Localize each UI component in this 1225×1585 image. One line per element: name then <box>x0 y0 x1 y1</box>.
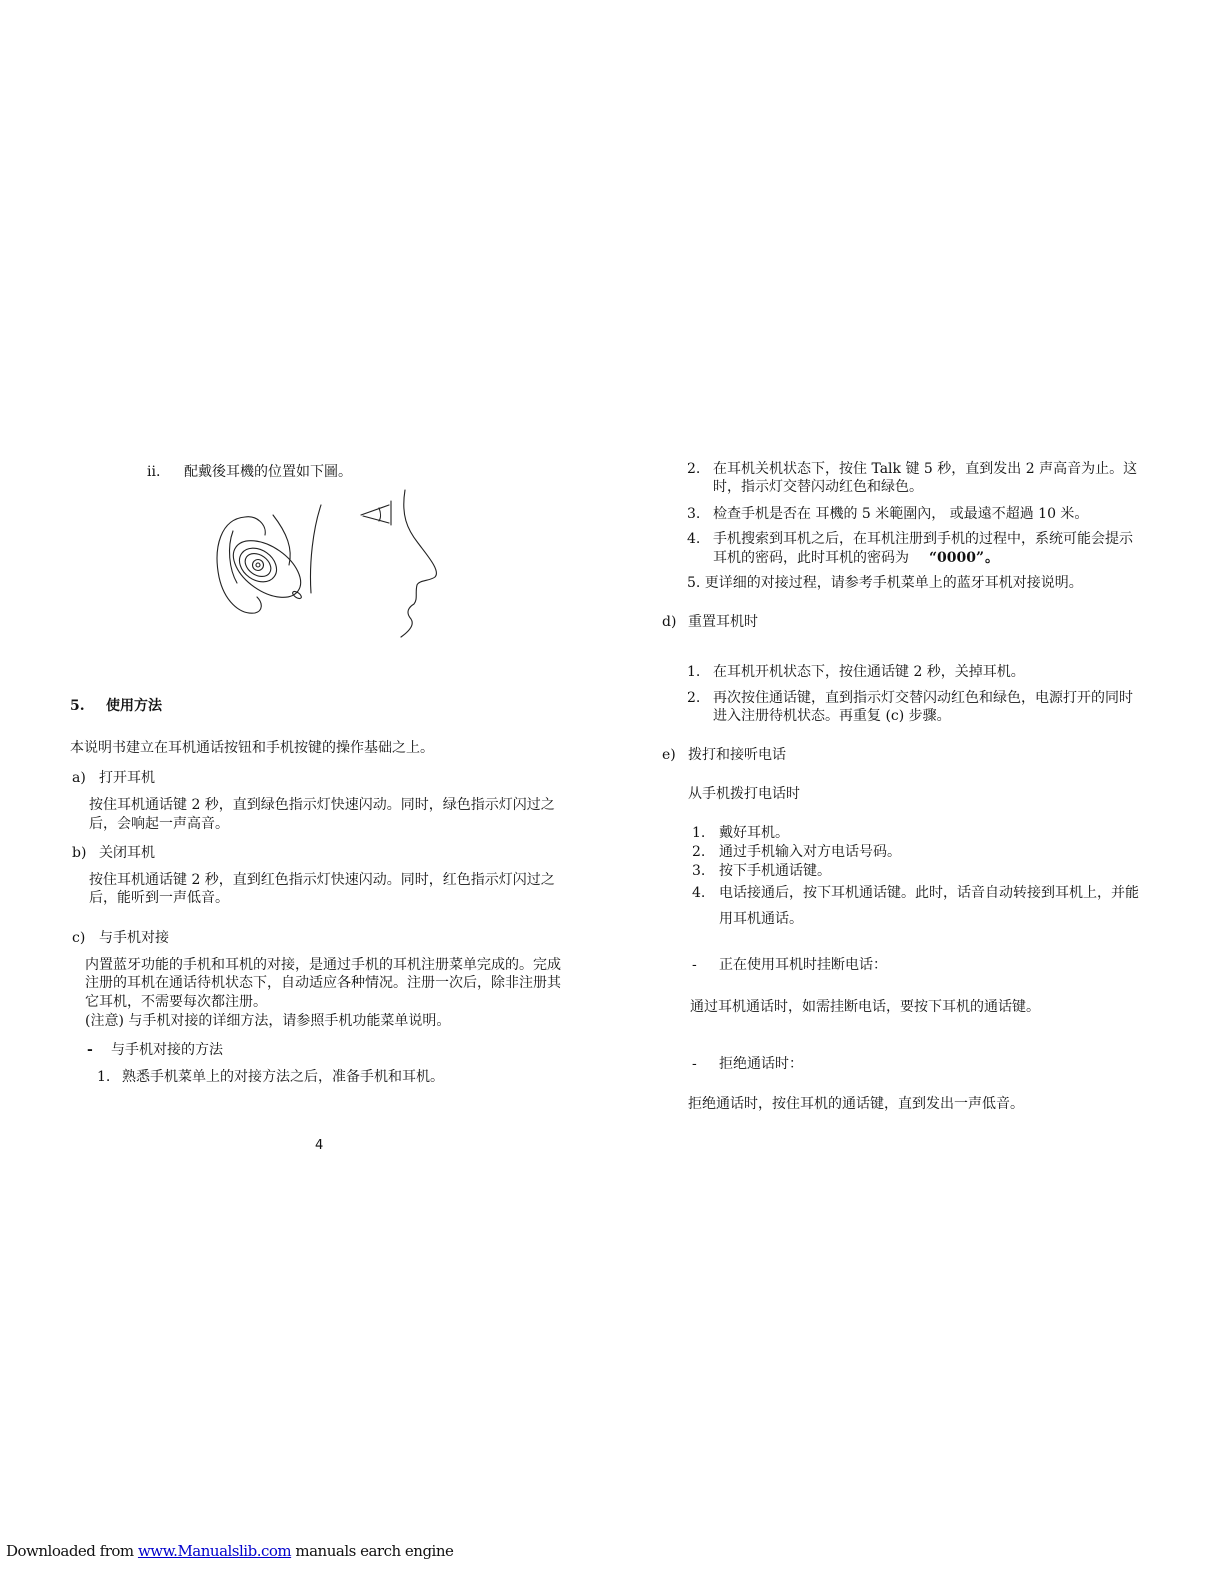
method-bullet: - <box>87 1042 93 1058</box>
item-c-line-4: (注意) 与手机对接的详细方法，请参照手机功能菜单说明。 <box>85 1013 451 1029</box>
step-4-line-1: 手机搜索到耳机之后，在耳机注册到手机的过程中，系统可能会提示 <box>713 531 1133 547</box>
step-1-text: 熟悉手机菜单上的对接方法之后，准备手机和耳机。 <box>122 1069 444 1085</box>
earpiece-illustration <box>205 485 450 640</box>
step-2-line-1: 在耳机关机状态下，按住 Talk 键 5 秒，直到发出 2 声高音为止。这 <box>713 461 1138 477</box>
step-4-number: 4. <box>687 531 701 547</box>
reset-step-2-number: 2. <box>687 690 701 706</box>
item-c-label: c) <box>72 930 86 946</box>
step-4-line-2: 耳机的密码，此时耳机的密码为 <box>713 550 909 566</box>
item-a-line-2: 后，会响起一声高音。 <box>89 816 229 832</box>
reject-title: 拒绝通话时： <box>719 1056 803 1072</box>
section-number: 5. <box>70 698 85 714</box>
password-code: “0000” <box>929 550 985 566</box>
item-a-line-1: 按住耳机通话键 2 秒，直到绿色指示灯快速闪动。同时，绿色指示灯闪过之 <box>89 797 555 813</box>
call-step-3-text: 按下手机通话键。 <box>719 863 831 879</box>
reject-bullet: - <box>692 1056 697 1072</box>
step-3-text: 检查手机是否在 耳機的 5 米範圍內， 或最遠不超過 10 米。 <box>713 506 1089 522</box>
call-step-4-line-2: 用耳机通话。 <box>719 911 803 927</box>
step-4-end: 。 <box>985 550 999 566</box>
hangup-text: 通过耳机通话时，如需挂断电话，要按下耳机的通话键。 <box>690 999 1040 1015</box>
item-e-label: e) <box>662 747 676 763</box>
item-b-line-2: 后，能听到一声低音。 <box>89 890 229 906</box>
item-a-label: a) <box>72 770 86 786</box>
step-2-number: 2. <box>687 461 701 477</box>
hangup-title: 正在使用耳机时挂断电话： <box>719 957 887 973</box>
item-b-line-1: 按住耳机通话键 2 秒，直到红色指示灯快速闪动。同时，红色指示灯闪过之 <box>89 872 555 888</box>
item-d-title: 重置耳机时 <box>688 614 758 630</box>
item-ii-text: 配戴後耳機的位置如下圖。 <box>184 464 352 480</box>
step-2-line-2: 时，指示灯交替闪动红色和绿色。 <box>713 479 923 495</box>
item-c-line-3: 它耳机，不需要每次都注册。 <box>85 994 267 1010</box>
method-title: 与手机对接的方法 <box>111 1042 223 1058</box>
reset-step-1-text: 在耳机开机状态下，按住通话键 2 秒，关掉耳机。 <box>713 664 1025 680</box>
footer-prefix: Downloaded from <box>6 1542 134 1560</box>
item-ii-number: ii. <box>147 464 161 480</box>
reset-step-2-line-2: 进入注册待机状态。再重复 (c) 步骤。 <box>713 708 951 724</box>
item-b-label: b) <box>72 845 87 861</box>
step-5-text: 5. 更详细的对接过程，请参考手机菜单上的蓝牙耳机对接说明。 <box>687 575 1083 591</box>
section-title: 使用方法 <box>106 698 162 714</box>
hangup-bullet: - <box>692 957 697 973</box>
reset-step-2-line-1: 再次按住通话键，直到指示灯交替闪动红色和绿色，电源打开的同时 <box>713 690 1133 706</box>
item-c-line-1: 内置蓝牙功能的手机和耳机的对接，是通过手机的耳机注册菜单完成的。完成 <box>85 957 561 973</box>
intro-text: 本说明书建立在耳机通话按钮和手机按键的操作基础之上。 <box>70 740 434 756</box>
call-step-2-text: 通过手机输入对方电话号码。 <box>719 844 901 860</box>
call-step-1-number: 1. <box>692 825 706 841</box>
item-c-line-2: 注册的耳机在通话待机状态下，自动适应各种情况。注册一次后，除非注册其 <box>85 975 561 991</box>
call-step-3-number: 3. <box>692 863 706 879</box>
item-e-title: 拨打和接听电话 <box>688 747 786 763</box>
call-step-4-line-1: 电话接通后，按下耳机通话键。此时，话音自动转接到耳机上，并能 <box>719 885 1139 901</box>
call-step-4-number: 4. <box>692 885 706 901</box>
call-step-1-text: 戴好耳机。 <box>719 825 789 841</box>
from-phone-heading: 从手机拨打电话时 <box>688 786 800 802</box>
step-3-number: 3. <box>687 506 701 522</box>
footer-suffix: manuals earch engine <box>291 1542 454 1560</box>
step-1-number: 1. <box>97 1069 111 1085</box>
item-a-title: 打开耳机 <box>99 770 155 786</box>
reject-text: 拒绝通话时，按住耳机的通话键，直到发出一声低音。 <box>688 1096 1024 1112</box>
item-b-title: 关闭耳机 <box>99 845 155 861</box>
item-c-title: 与手机对接 <box>99 930 169 946</box>
download-footer <box>6 1542 453 1560</box>
manualslib-link[interactable]: www.Manualslib.com <box>137 1542 292 1560</box>
item-d-label: d) <box>662 614 677 630</box>
reset-step-1-number: 1. <box>687 664 701 680</box>
page-number: 4 <box>315 1138 324 1153</box>
call-step-2-number: 2. <box>692 844 706 860</box>
